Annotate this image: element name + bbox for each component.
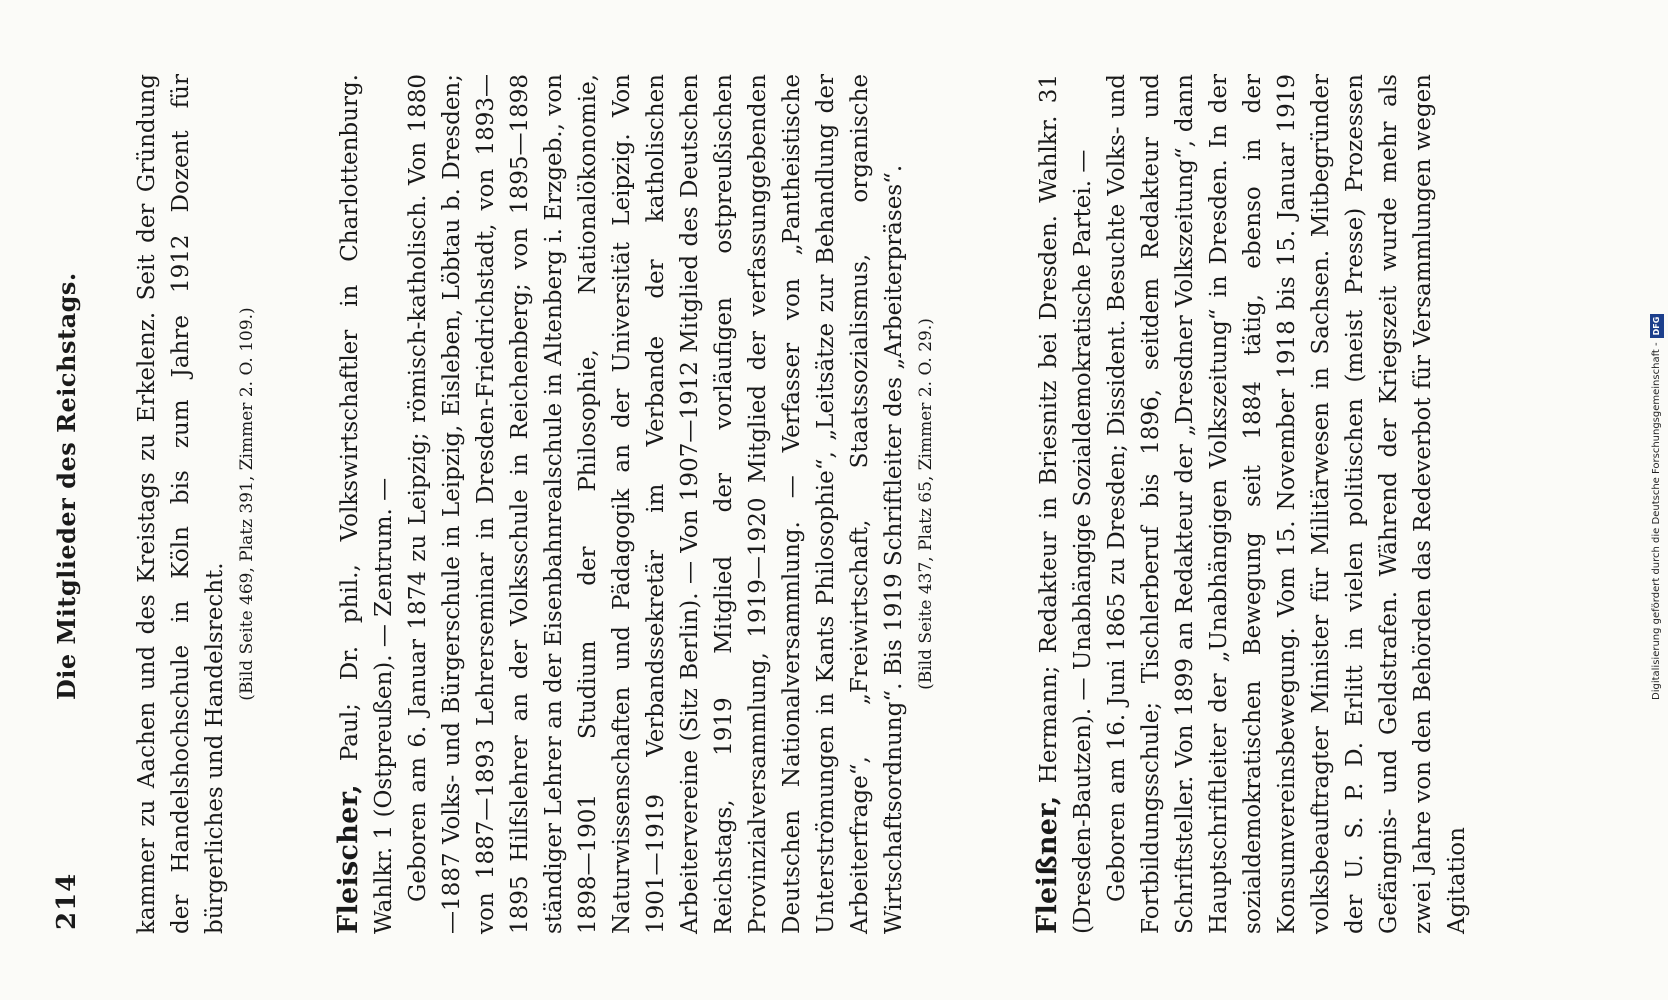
page-number: 214 xyxy=(52,872,82,930)
fleissner-intro: Hermann; Redakteur in Briesnitz bei Dresden. Wahlkr. 31 (Dresden-Bautzen). — Unabhängige Sozialdemokratische Partei. — xyxy=(1036,74,1096,934)
fleissner-name: Fleißner, xyxy=(1032,795,1063,934)
digitization-credit xyxy=(1650,10,1664,700)
running-head xyxy=(52,0,92,1000)
fleissner-biography: Geboren am 16. Juni 1865 zu Dresden; Dissident. Besuchte Volks- und Fortbildungsschule; Tischlerberuf bis 1896, seitdem Redakteur und Schriftsteller. Von 1899 an Redakteur der „Dresdner Volkszeitung“, dann Hauptschriftleiter der „Unabhängigen Volkszeitung“ in Dresden. In der sozialdemokratischen Bewegung seit 1884 tätig, ebenso in der Konsumvereinsbewegung. Vom 15. November 1918 bis 15. Januar 1919 volksbeauftragter Minister für Militärwesen in Sachsen. Mitbegründer der U. S. P. D. Erlitt in vielen politischen (meist Presse) Prozessen Gefängnis- und Geldstrafen. Während der Kriegszeit wurde mehr als zwei Jahre von den Behörden das Redeverbot für Versammlungen wegen Agitation xyxy=(1104,74,1470,934)
fleischer-entry-header xyxy=(332,74,401,934)
fleischer-intro: Paul; Dr. phil., Volkswirtschaftler in Charlottenburg. Wahlkr. 1 (Ostpreußen). — Zentrum. — xyxy=(337,74,397,934)
fleischer-caption: (Bild Seite 437, Platz 65, Zimmer 2. O. 29.) xyxy=(916,318,936,690)
header-title: Die Mitglieder des Reichstags. xyxy=(52,272,81,700)
fleischer-name: Fleischer, xyxy=(333,784,364,934)
fleischer-biography: Geboren am 6. Januar 1874 zu Leipzig; römisch-katholisch. Von 1880—1887 Volks- und Bürgerschule in Leipzig, Eisleben, Löbtau b. Dresden; von 1887—1893 Lehrerseminar in Dresden-Friedrichstadt, von 1893—1895 Hilfslehrer an der Volksschule in Reichenberg; von 1895—1898 ständiger Lehrer an der Eisenbahnrealschule in Altenberg i. Erzgeb., von 1898—1901 Studium der Philosophie, Nationalökonomie, Naturwissenschaften und Pädagogik an der Universität Leipzig. Von 1901—1919 Verbandssekretär im Verbande der katholischen Arbeitervereine (Sitz Berlin). — Von 1907—1912 Mitglied des Deutschen Reichstags, 1919 Mitglied der vorläufigen ostpreußischen Provinzialversammlung, 1919—1920 Mitglied der verfassunggebenden Deutschen Nationalversammlung. — Verfasser von „Pantheistische Unterströmungen in Kants Philosophie“, „Leitsätze zur Behandlung der Arbeiterfrage“, „Freiwirtschaft, Staatssozialismus, organische Wirtschaftsordnung“. Bis 1919 Schriftleiter des „Arbeiterpräses“. xyxy=(405,74,907,934)
dfg-logo: DFG xyxy=(1650,314,1664,339)
continuation-paragraph: kammer zu Aachen und des Kreistags zu Erkelenz. Seit der Gründung der Handelshochschule in Köln bis zum Jahre 1912 Dozent für bürgerliches und Handelsrecht. xyxy=(134,74,228,934)
fleissner-entry-header xyxy=(1031,74,1100,934)
credit-text: Digitalisierung gefördert durch die Deutsche Forschungsgemeinschaft - xyxy=(1651,342,1662,700)
continuation-caption: (Bild Seite 469, Platz 391, Zimmer 2. O. 109.) xyxy=(237,307,257,701)
body-text xyxy=(130,74,1474,934)
